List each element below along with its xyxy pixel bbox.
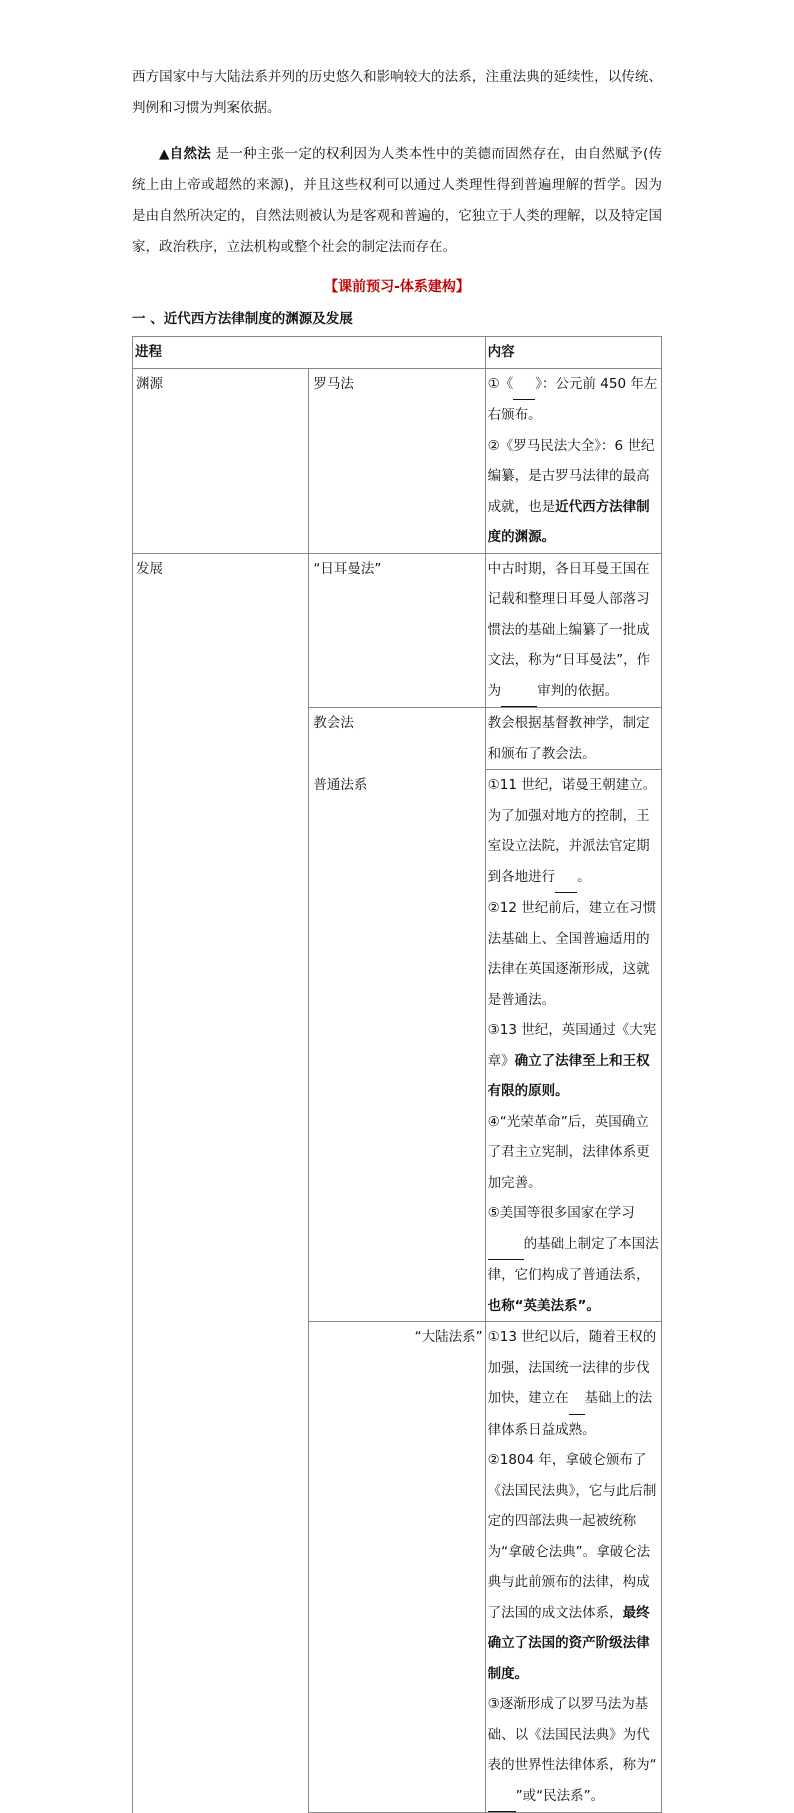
germanic-law-content: 中古时期，各日耳曼王国在记载和整理日耳曼人部落习惯法的基础上编纂了一批成文法，称为“日耳曼法”，作为 审判的依据。 (485, 553, 661, 708)
natural-law-text: 是一种主张一定的权利因为人类本性中的美德而固然存在，由自然赋予(传统上由上帝或超然的来源)，并且这些权利可以通过人类理性得到普遍理解的哲学。因为是由自然所决定的，自然法则被认为是客观和普遍的，它独立于人类的理解，以及特定国家，政治秩序，立法机构或整个社会的制定法而存在。 (132, 146, 662, 255)
blank-field (569, 1383, 585, 1415)
canon-law-content: 教会根据基督教神学，制定和颁布了教会法。 (485, 708, 661, 770)
table-row-germanic-law (133, 553, 662, 708)
header-process: 进程 (133, 337, 486, 369)
germanic-law-label: “日耳曼法” (309, 553, 485, 708)
common-law-content: ①11 世纪，诺曼王朝建立。为了加强对地方的控制，王室设立法院，并派法官定期到各地进行 。 ②12 世纪前后，建立在习惯法基础上、全国普遍适用的法律在英国逐渐形成，这就是普通法。 ③13 世纪，英国通过《大宪章》确立了法律至上和王权有限的原则。 ④“光荣革命”后，英国确立了君主立宪制，法律体系更加完善。 ⑤美国等很多国家在学习 的基础上制定了本国法律，它们构成了普通法系，也称“英美法系”。 (485, 770, 661, 1322)
table-row-roman-law (133, 368, 662, 553)
section-heading: 【课前预习-体系建构】 (324, 279, 470, 295)
roman-law-content: ①《 》：公元前 450 年左右颁布。 ②《罗马民法大全》：6 世纪编纂，是古罗马法律的最高成就，也是近代西方法律制度的渊源。 (485, 368, 661, 553)
roman-law-label: 罗马法 (309, 368, 485, 553)
blank-field (488, 1229, 524, 1261)
canon-law-label: 教会法 (309, 708, 485, 770)
common-law-label: 普通法系 (309, 770, 485, 1322)
natural-law-paragraph (132, 139, 662, 263)
section-title: 一 、近代西方法律制度的渊源及发展 (132, 311, 353, 327)
blank-field (501, 676, 537, 708)
legal-system-table (132, 336, 662, 1813)
civil-law-content: ①13 世纪以后，随着王权的加强，法国统一法律的步伐加快，建立在 基础上的法律体系日益成熟。 ②1804 年，拿破仑颁布了《法国民法典》，它与此后制定的四部法典一起被统称为“拿破仑法典”。拿破仑法典与此前颁布的法律，构成了法国的成文法体系，最终确立了法国的资产阶级法律制度。 ③逐渐形成了以罗马法为基础、以《法国民法典》为代表的世界性法律体系，称为“ ”或“民法系”。 (485, 1322, 661, 1813)
blank-field (488, 1781, 516, 1813)
natural-law-term: ▲自然法 (159, 146, 212, 162)
develop-label: 发展 (133, 553, 309, 1813)
intro-paragraph: 西方国家中与大陆法系并列的历史悠久和影响较大的法系，注重法典的延续性，以传统、判例和习惯为判案依据。 (132, 69, 662, 116)
blank-field (513, 369, 535, 401)
header-content: 内容 (485, 337, 661, 369)
table-header-row (133, 337, 662, 369)
origin-label: 渊源 (133, 368, 309, 553)
blank-field (555, 862, 577, 894)
civil-law-label: “大陆法系” (309, 1322, 485, 1813)
